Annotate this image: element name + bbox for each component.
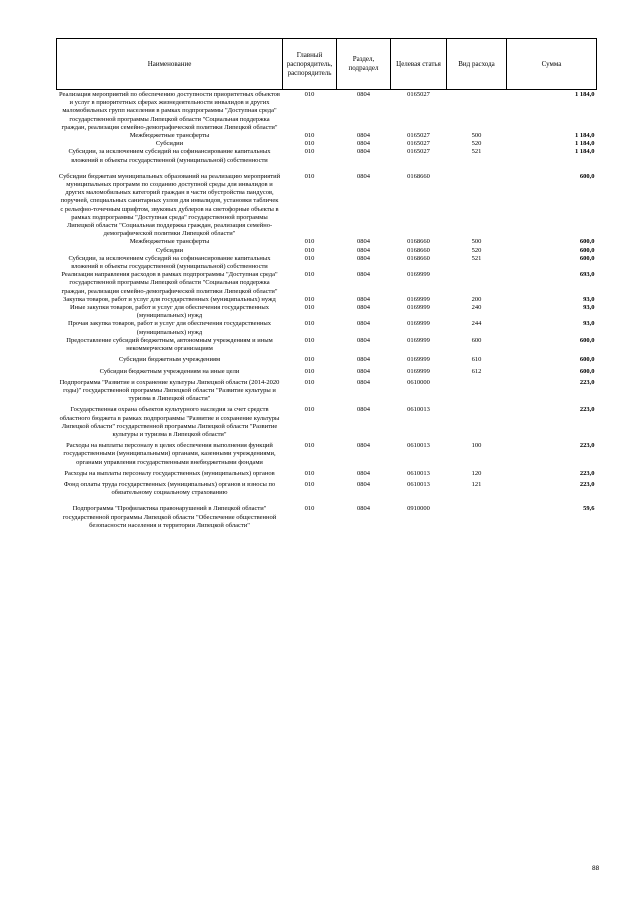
row-expense-type [447, 497, 507, 530]
row-target: 0169999 [407, 336, 430, 344]
row-expense-type: 600 [471, 336, 482, 344]
row-name: Прочая закупка товаров, работ и услуг для обеспечения государственных (муниципальных) нужд [67, 320, 272, 336]
row-section: 0804 [357, 336, 370, 344]
row-expense-type: 121 [471, 480, 482, 488]
row-section: 0804 [357, 367, 370, 375]
row-name: Субсидии бюджетным учреждениям на иные цели [99, 367, 240, 375]
row-name: Субсидии бюджетным учреждениям [118, 356, 221, 364]
row-manager: 010 [304, 148, 315, 156]
row-section: 0804 [337, 90, 391, 133]
table-row [57, 365, 597, 376]
row-target: 0169999 [407, 320, 430, 328]
table-row [57, 140, 597, 148]
row-amount: 693,0 [579, 271, 595, 279]
row-expense-type: 500 [471, 132, 482, 140]
table-row [57, 247, 597, 255]
row-target: 0168660 [407, 238, 430, 246]
row-manager: 010 [304, 367, 315, 375]
row-target: 0169999 [407, 295, 430, 303]
row-name: Субсидии, за исключением субсидий на софинансирование капитальных вложений в объекты государственной (муниципальной) собственности [68, 254, 271, 271]
row-target: 0165027 [407, 140, 430, 148]
row-amount: 1 184,0 [507, 90, 597, 133]
row-manager: 010 [283, 90, 337, 133]
row-target: 0169999 [407, 367, 430, 375]
row-manager: 010 [304, 140, 315, 148]
row-expense-type: 120 [471, 469, 482, 477]
row-section: 0804 [357, 295, 370, 303]
table-row [57, 478, 597, 497]
row-name: Расходы на выплаты персоналу в целях обеспечения выполнения функций государственными (муниципальными) органами, казенными учреждениями, органами управления государственными внебюджетными фондами [63, 442, 276, 466]
row-section: 0804 [357, 246, 370, 254]
row-section: 0804 [357, 320, 370, 328]
row-amount: 600,0 [579, 238, 595, 246]
row-expense-type [447, 403, 507, 439]
row-manager: 010 [304, 271, 315, 279]
table-row [57, 132, 597, 140]
header-section: Раздел, подраздел [337, 39, 391, 90]
row-name: Предоставление субсидий бюджетным, автономным учреждениям и иным некоммерческим организациям [66, 336, 273, 353]
header-manager: Главный распорядитель, распорядитель [283, 39, 337, 90]
row-expense-type: 610 [471, 356, 482, 364]
row-section: 0804 [357, 505, 370, 513]
table-row [57, 271, 597, 296]
table-row [57, 467, 597, 478]
row-expense-type: 612 [471, 367, 482, 375]
row-expense-type: 521 [471, 148, 482, 156]
row-name: Закупка товаров, работ и услуг для государственных (муниципальных) нужд [63, 295, 276, 303]
row-manager: 010 [304, 406, 315, 414]
table-row [57, 90, 597, 133]
row-name: Субсидии, за исключением субсидий на софинансирование капитальных вложений в объекты государственной (муниципальной) собственности [68, 148, 271, 164]
row-amount: 93,0 [583, 320, 595, 328]
table-row [57, 238, 597, 246]
row-section: 0804 [357, 406, 370, 414]
row-amount: 600,0 [579, 367, 595, 375]
row-amount: 600,0 [579, 246, 595, 254]
row-amount: 600,0 [579, 254, 595, 262]
row-manager: 010 [304, 246, 315, 254]
row-section: 0804 [357, 254, 370, 262]
table-row [57, 304, 597, 320]
row-target: 0169999 [407, 304, 430, 312]
row-target: 0168660 [407, 246, 430, 254]
row-amount: 1 184,0 [575, 140, 595, 148]
row-manager: 010 [304, 132, 315, 140]
row-expense-type [447, 165, 507, 239]
row-manager: 010 [304, 172, 315, 180]
row-amount: 223,0 [579, 406, 595, 414]
row-expense-type: 520 [471, 140, 482, 148]
table-row [57, 439, 597, 467]
row-name: Реализация направления расходов в рамках подпрограммы "Доступная среда" государственной программы Липецкой области "Социальная поддержка граждан, реализация семейно-демографической политики Липецкой области" [61, 271, 278, 295]
row-name: Межбюджетные трансферты [129, 132, 210, 140]
row-expense-type [447, 271, 507, 296]
row-expense-type: 500 [471, 238, 482, 246]
row-section: 0804 [357, 271, 370, 279]
row-expense-type: 200 [471, 295, 482, 303]
row-section: 0804 [357, 469, 370, 477]
row-target: 0169999 [407, 271, 430, 279]
row-section: 0804 [357, 238, 370, 246]
row-expense-type: 240 [471, 304, 482, 312]
row-amount: 600,0 [579, 172, 595, 180]
row-name: Подпрограмма "Развитие и сохранение культуры Липецкой области (2014-2020 годы)" государственной программы Липецкой области "Развитие культуры и туризма в Липецкой области" [59, 378, 280, 403]
row-target: 0610000 [407, 378, 430, 386]
table-row [57, 255, 597, 271]
table-row [57, 497, 597, 530]
row-target: 0910000 [407, 505, 430, 513]
page-number: 88 [592, 865, 600, 872]
row-section: 0804 [357, 140, 370, 148]
row-name: Фонд оплаты труда государственных (муниципальных) органов и взносы по обязательному социальному страхованию [63, 480, 276, 497]
row-target: 0168660 [407, 172, 430, 180]
row-target: 0610013 [407, 442, 430, 450]
table-row [57, 165, 597, 239]
row-manager: 010 [304, 505, 315, 513]
row-manager: 010 [304, 295, 315, 303]
row-name: Подпрограмма "Профилактика правонарушений в Липецкой области" государственной программы Липецкой области "Обеспечение общественной безопасности населения и территории Липецкой области" [62, 505, 277, 529]
header-name: Наименование [57, 39, 283, 90]
row-expense-type [447, 376, 507, 404]
row-section: 0804 [357, 442, 370, 450]
table-header-row [57, 39, 597, 90]
row-section: 0804 [357, 356, 370, 364]
row-amount: 93,0 [583, 304, 595, 312]
row-amount: 223,0 [579, 378, 595, 386]
row-amount: 1 184,0 [575, 148, 595, 156]
row-section: 0804 [357, 132, 370, 140]
row-section: 0804 [357, 480, 370, 488]
row-name: Субсидии бюджетам муниципальных образований на реализацию мероприятий муниципальных программ по созданию доступной среды для инвалидов и других маломобильных категорий граждан в части обустройства пандусов, поручней, специальных санитарных узлов для инвалидов, установки табличек с рельефно-точечным шрифтом, звуковых дублеров на светофорные объекты в рамках подпрограммы "Доступная среда" государственной программы Липецкой области "Социальная поддержка граждан, реализация семейно-демографической политики Липецкой области" [58, 172, 281, 238]
row-amount: 223,0 [579, 442, 595, 450]
row-target: 0165027 [407, 148, 430, 156]
row-amount: 1 184,0 [575, 132, 595, 140]
row-manager: 010 [304, 378, 315, 386]
row-target: 0165027 [407, 132, 430, 140]
row-section: 0804 [357, 304, 370, 312]
row-amount: 600,0 [579, 336, 595, 344]
row-manager: 010 [304, 336, 315, 344]
row-section: 0804 [357, 148, 370, 156]
row-name: Иные закупки товаров, работ и услуг для обеспечения государственных (муниципальных) нужд [69, 304, 270, 320]
row-manager: 010 [304, 469, 315, 477]
header-target: Целевая статья [391, 39, 447, 90]
budget-table [56, 38, 597, 530]
table-body [57, 90, 597, 530]
row-expense-type: 520 [471, 246, 482, 254]
row-expense-type [447, 90, 507, 133]
table-row [57, 376, 597, 404]
row-name: Межбюджетные трансферты [129, 238, 210, 246]
table-row [57, 296, 597, 304]
row-name: Субсидии [155, 140, 184, 148]
row-section: 0804 [357, 172, 370, 180]
row-manager: 010 [304, 442, 315, 450]
table-row [57, 337, 597, 353]
row-name: Государственная охрана объектов культурного наследия за счет средств областного бюджета в рамках подпрограммы "Развитие и сохранение культуры Липецкой области" государственной программы Липецкой области "Развитие культуры и туризма в Липецкой области" [59, 406, 280, 438]
row-section: 0804 [357, 378, 370, 386]
row-manager: 010 [304, 238, 315, 246]
row-target: 0165027 [391, 90, 447, 133]
table-row [57, 148, 597, 164]
header-amount: Сумма [507, 39, 597, 90]
row-target: 0169999 [407, 356, 430, 364]
row-target: 0610013 [407, 469, 430, 477]
row-manager: 010 [304, 254, 315, 262]
row-name: Субсидии [155, 246, 184, 254]
row-expense-type: 521 [471, 254, 482, 262]
row-target: 0610013 [407, 406, 430, 414]
row-amount: 600,0 [579, 356, 595, 364]
table-row [57, 403, 597, 439]
row-name: Расходы на выплаты персоналу государственных (муниципальных) органов [64, 469, 275, 477]
row-manager: 010 [304, 356, 315, 364]
row-expense-type: 100 [471, 442, 482, 450]
row-target: 0168660 [407, 254, 430, 262]
row-amount: 223,0 [579, 480, 595, 488]
row-amount: 93,0 [583, 295, 595, 303]
document-page [56, 38, 596, 530]
row-amount: 223,0 [579, 469, 595, 477]
row-manager: 010 [304, 480, 315, 488]
row-expense-type: 244 [471, 320, 482, 328]
row-amount: 59,6 [583, 505, 595, 513]
table-row [57, 353, 597, 364]
header-expense-type: Вид расхода [447, 39, 507, 90]
row-manager: 010 [304, 320, 315, 328]
row-target: 0610013 [407, 480, 430, 488]
table-row [57, 320, 597, 336]
row-manager: 010 [304, 304, 315, 312]
row-name: Реализация мероприятий по обеспечению доступности приоритетных объектов и услуг в приоритетных сферах жизнедеятельности инвалидов и других маломобильных групп населения в рамках подпрограммы "Доступная среда" государственной программы Липецкой области "Социальная поддержка граждан, реализация семейно-демографической политики Липецкой области" [57, 90, 283, 133]
